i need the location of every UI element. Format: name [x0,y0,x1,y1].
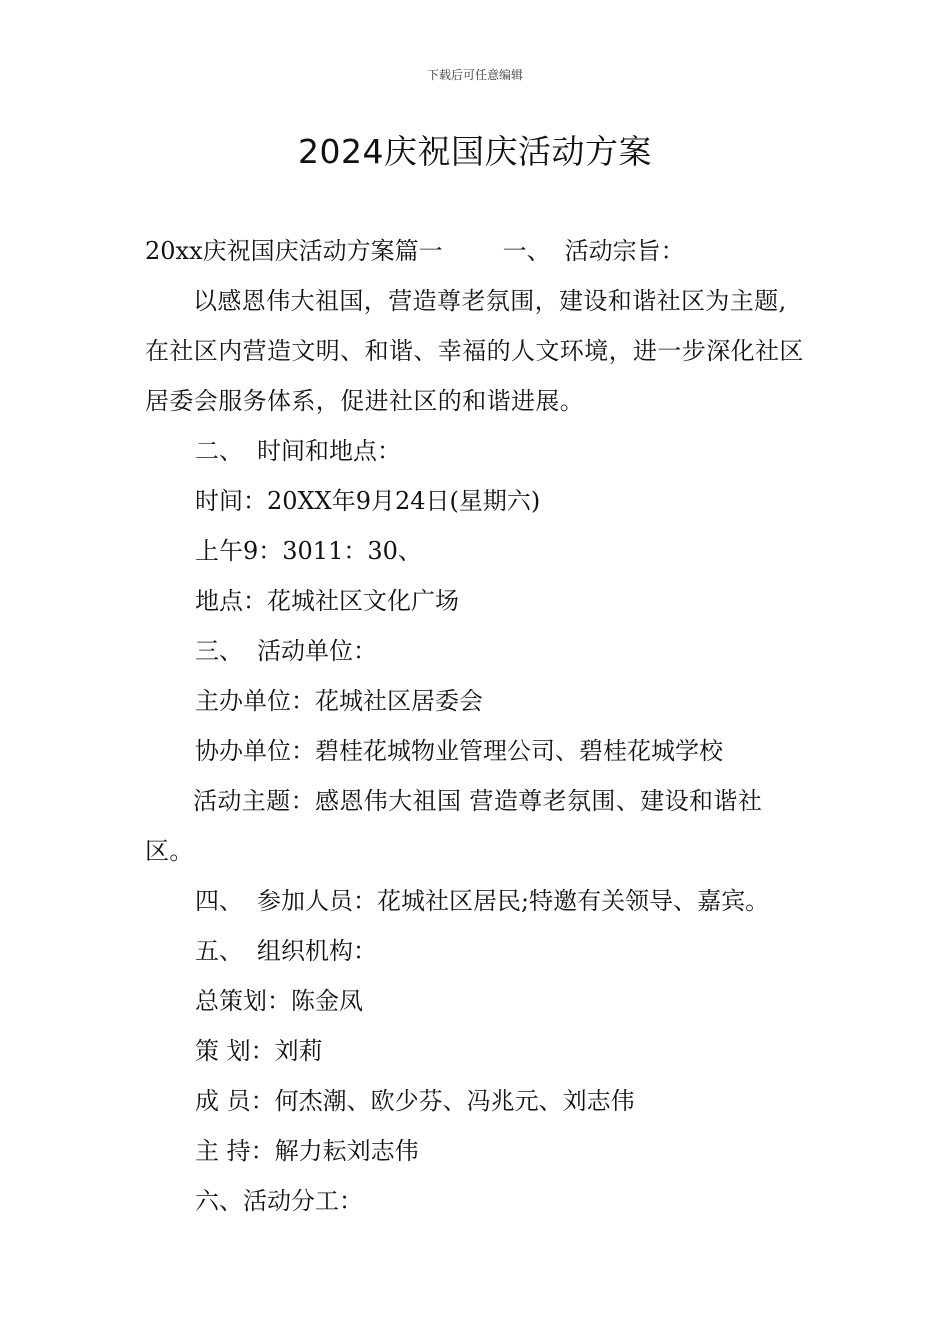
host-person-line: 主 持：解力耘刘志伟 [195,1137,419,1165]
section1-number: 一、 [502,237,551,265]
document-body [145,226,810,1226]
section3-heading [145,626,810,676]
time-line: 时间：20XX年9月24日(星期六) [195,487,541,515]
document-title: 2024庆祝国庆活动方案 [298,132,652,171]
intro-line [145,226,810,276]
section6-heading: 六、活动分工： [195,1187,363,1215]
morning-line: 上午9：3011：30、 [195,537,422,565]
members-line: 成 员：何杰潮、欧少芬、冯兆元、刘志伟 [195,1087,635,1115]
section5-heading [145,926,810,976]
section4-number: 四、 [195,887,243,915]
section3-title: 活动单位： [257,637,377,665]
page-header-note: 下载后可任意编辑 [426,68,523,82]
planner-line: 策 划：刘莉 [195,1037,323,1065]
theme-paragraph: 活动主题：感恩伟大祖国 营造尊老氛围、建设和谐社区。 [145,787,763,865]
section2-number: 二、 [195,437,243,465]
chief-planner-line: 总策划：陈金凤 [195,987,363,1015]
co-host-line: 协办单位：碧桂花城物业管理公司、碧桂花城学校 [195,737,723,765]
purpose-paragraph: 以感恩伟大祖国，营造尊老氛围，建设和谐社区为主题,在社区内营造文明、和谐、幸福的人文环境，进一步深化社区居委会服务体系，促进社区的和谐进展。 [145,287,804,415]
section2-heading [145,426,810,476]
section2-title: 时间和地点： [257,437,401,465]
section5-number: 五、 [195,937,243,965]
intro-text: 20xx庆祝国庆活动方案篇一 [145,237,443,265]
section1-title: 活动宗旨： [564,237,685,265]
place-line: 地点：花城社区文化广场 [195,587,459,615]
section3-number: 三、 [195,637,243,665]
section5-title: 组织机构： [257,937,377,965]
section4-text: 参加人员：花城社区居民;特邀有关领导、嘉宾。 [257,887,770,915]
host-line: 主办单位：花城社区居委会 [195,687,483,715]
section4-line [145,876,810,926]
